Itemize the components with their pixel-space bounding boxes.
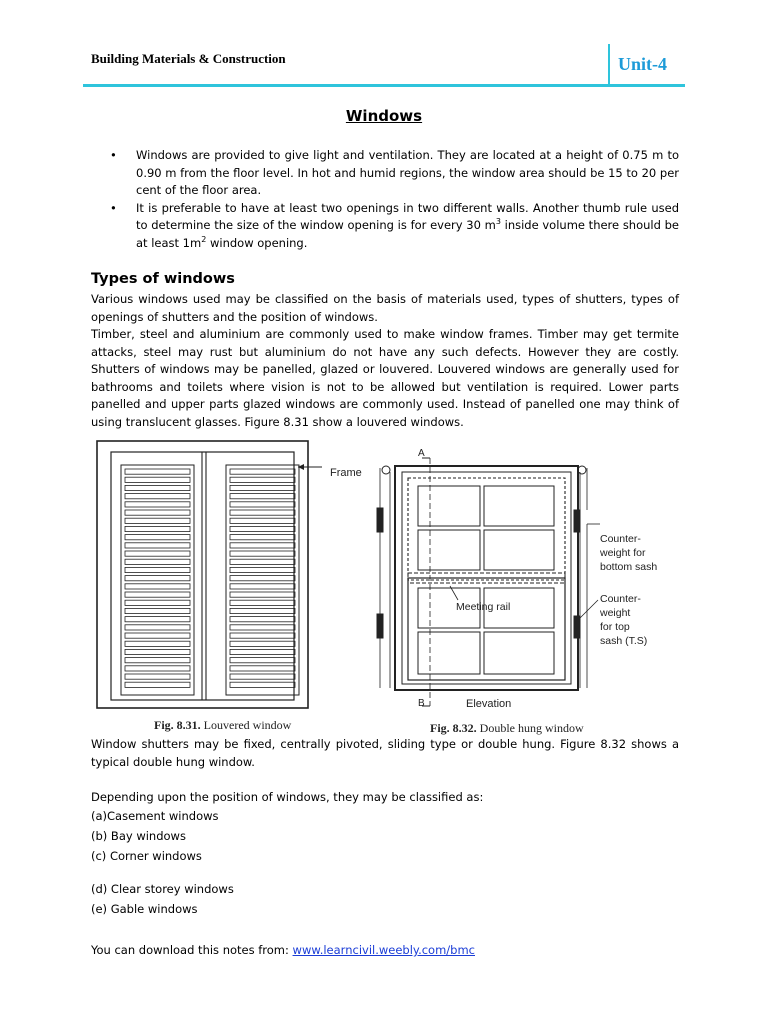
louvre-slat xyxy=(125,658,190,663)
louvre-slat xyxy=(125,576,190,581)
louvre-slat xyxy=(125,666,190,671)
louvre-slat xyxy=(230,567,295,572)
header-divider-vertical xyxy=(608,44,610,86)
bullet-icon: • xyxy=(110,148,117,162)
figures-area xyxy=(90,438,690,738)
footer-download-note xyxy=(91,943,475,957)
list-item-casement: (a)Casement windows xyxy=(91,809,219,823)
double-hung-window-drawing xyxy=(377,458,600,706)
louvre-slat xyxy=(125,649,190,654)
louvre-slat xyxy=(230,535,295,540)
label-section-a: A xyxy=(418,448,425,459)
list-item-clear-storey: (d) Clear storey windows xyxy=(91,882,234,896)
louvre-slat xyxy=(230,502,295,507)
paragraph-shutters: Window shutters may be fixed, centrally pivoted, sliding type or double hung. Figure 8.32 shows a typical double hung window. xyxy=(91,737,679,769)
louvre-slat xyxy=(230,608,295,613)
louvre-slat xyxy=(125,584,190,589)
louvre-slat xyxy=(125,518,190,523)
louvre-slat xyxy=(125,502,190,507)
louvre-slat xyxy=(125,543,190,548)
louvre-slat xyxy=(230,576,295,581)
louvre-slat xyxy=(125,510,190,515)
louvre-slat xyxy=(125,625,190,630)
louvre-slat xyxy=(125,633,190,638)
louvre-slat xyxy=(125,526,190,531)
louvre-slat xyxy=(125,469,190,474)
louvre-slat xyxy=(230,518,295,523)
bullet-text-part: inside volume there should be at least 1m xyxy=(136,218,679,250)
paragraph-position-intro: Depending upon the position of windows, they may be classified as: xyxy=(91,790,484,804)
louvre-slat xyxy=(230,494,295,499)
louvre-slat xyxy=(230,625,295,630)
bullet-text-part: window opening. xyxy=(206,235,308,250)
superscript: 2 xyxy=(201,234,207,244)
louvre-slat xyxy=(125,485,190,490)
list-item-bay: (b) Bay windows xyxy=(91,829,186,843)
louvre-slat xyxy=(125,535,190,540)
label-counterweight-top: Counter- weight for top sash (T.S) xyxy=(600,593,648,647)
list-item-gable: (e) Gable windows xyxy=(91,902,198,916)
page-title: Windows xyxy=(345,107,423,125)
louvre-slat xyxy=(230,600,295,605)
louvre-slat xyxy=(230,510,295,515)
louvre-slat xyxy=(230,477,295,482)
unit-label: Unit-4 xyxy=(618,54,667,74)
louvre-slat xyxy=(125,608,190,613)
paragraph-materials: Timber, steel and aluminium are commonly used to make window frames. Timber may get termite attacks, steel may rust but aluminium do not have any such defects. However they are costly. Shutters of windows may be panelled, glazed or louvered. Louvered windows are generally used for bathrooms and toilets where vision is not to be allowed but ventilation is required. Lower parts panelled and upper parts glazed windows are commonly used. Instead of panelled one may think of using translucent glasses. Figure 8.31 show a louvered windows. xyxy=(91,327,679,429)
footer-link[interactable]: www.learncivil.weebly.com/bmc xyxy=(292,943,475,957)
figures-svg xyxy=(90,438,690,738)
header-divider-horizontal xyxy=(83,84,685,87)
header-title: Building Materials & Construction xyxy=(91,51,286,66)
louvre-slat xyxy=(125,592,190,597)
louvre-slat xyxy=(230,559,295,564)
louvre-slat xyxy=(125,551,190,556)
louvre-slat xyxy=(125,494,190,499)
louvre-slat xyxy=(230,469,295,474)
louvre-slat xyxy=(230,551,295,556)
bullet-item xyxy=(91,147,679,200)
louvre-slat xyxy=(230,666,295,671)
louvre-slat xyxy=(230,658,295,663)
louvre-slat xyxy=(230,674,295,679)
louvre-slat xyxy=(125,617,190,622)
louvre-slat xyxy=(230,543,295,548)
intro-bullet-list xyxy=(91,147,679,252)
label-meeting-rail: Meeting rail xyxy=(456,601,511,613)
caption-fig-8-31: Fig. 8.31. Louvered window xyxy=(154,718,292,732)
louvre-slat xyxy=(230,649,295,654)
louvered-window-drawing xyxy=(97,441,322,708)
louvre-slat xyxy=(230,526,295,531)
louvre-slat xyxy=(230,592,295,597)
label-frame: Frame xyxy=(330,467,362,479)
louvre-slat xyxy=(125,641,190,646)
list-item-corner: (c) Corner windows xyxy=(91,849,202,863)
louvre-slat xyxy=(230,633,295,638)
bullet-item xyxy=(91,200,679,253)
caption-fig-8-32: Fig. 8.32. Double hung window xyxy=(430,721,584,735)
louvre-slat xyxy=(125,682,190,687)
footer-prefix: You can download this notes from: xyxy=(91,943,293,957)
louvre-slat xyxy=(230,485,295,490)
label-elevation: Elevation xyxy=(466,698,512,710)
louvre-slat xyxy=(230,682,295,687)
louvre-slat xyxy=(125,477,190,482)
bullet-icon: • xyxy=(110,200,117,215)
page-header xyxy=(0,0,768,90)
paragraph-classification: Various windows used may be classified on the basis of materials used, types of shutters, types of openings of shutters and the position of windows. xyxy=(91,292,679,324)
louvre-slat xyxy=(125,567,190,572)
louvre-slat xyxy=(125,674,190,679)
bullet-text-part: It is preferable to have at least two openings in two different walls. Another thumb rule used to determine the size of the window opening is for every 30 m xyxy=(136,200,679,232)
louvre-slat xyxy=(125,559,190,564)
section-heading-types: Types of windows xyxy=(91,271,235,287)
louvre-slat xyxy=(230,617,295,622)
louvre-slat xyxy=(230,641,295,646)
louvre-slat xyxy=(230,584,295,589)
superscript: 3 xyxy=(495,217,501,227)
louvre-slat xyxy=(125,600,190,605)
label-section-b: B xyxy=(418,698,425,709)
bullet-text: Windows are provided to give light and ventilation. They are located at a height of 0.75 m to 0.90 m from the floor level. In hot and humid regions, the window area should be 15 to 20 per cent of the floor area. xyxy=(136,148,679,197)
label-counterweight-bottom: Counter- weight for bottom sash xyxy=(600,533,658,573)
